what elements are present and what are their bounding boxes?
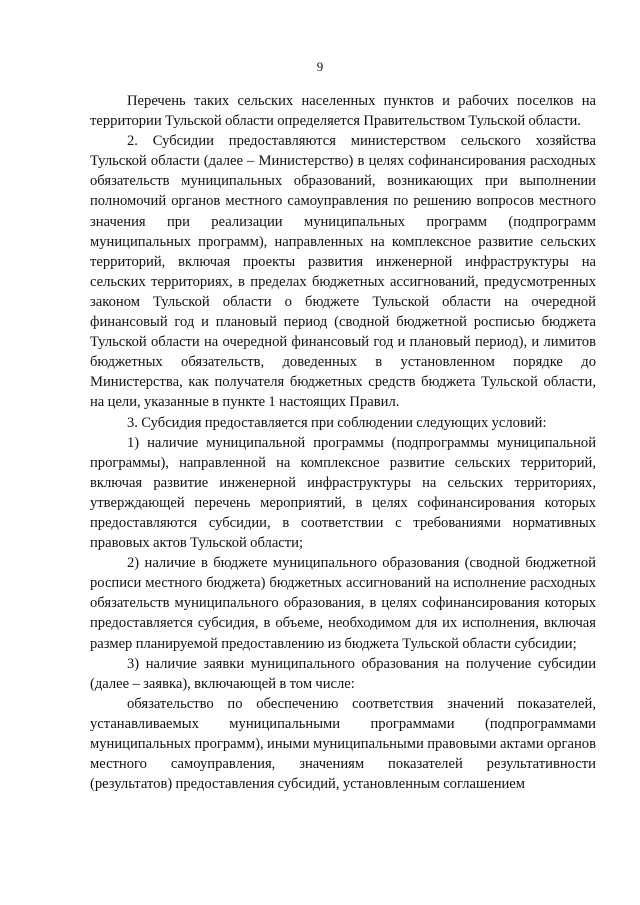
paragraph-obligation: обязательство по обеспечению соответствия значений показателей, устанавливаемых муниципальными программами (подпрограммами муниципальных программ), иными муниципальными правовыми актами органов местного самоуправления, значениям показателей результативности (результатов) предоставления субсидий, установленным соглашением: [90, 695, 596, 793]
paragraph-clause-3: 3. Субсидия предоставляется при соблюдении следующих условий:: [127, 414, 547, 431]
paragraph-clause-2: 2. Субсидии предоставляются министерством сельского хозяйства Тульской области (далее – Министерство) в целях софинансирования расходных обязательств муниципальных образований, возникающих при выполнении полномочий органов местного самоуправления по решению вопросов местного значения при реализации муниципальных программ (подпрограмм муниципальных программ), направленных на комплексное развитие сельских территорий, включая проекты развития инженерной инфраструктуры на сельских территориях, в пределах бюджетных ассигнований, предусмотренных законом Тульской области о бюджете Тульской области на очередной финансовый год и плановый период (сводной бюджетной росписью бюджета Тульской области на очередной финансовый год и плановый период), и лимитов бюджетных обязательств, доведенных в установленном порядке до Министерства, как получателя бюджетных средств бюджета Тульской области, на цели, указанные в пункте 1 настоящих Правил.: [90, 133, 596, 411]
page-number: 9: [316, 59, 324, 74]
document-body: [90, 91, 596, 794]
paragraph-settlements-list: Перечень таких сельских населенных пунктов и рабочих поселков на территории Тульской области определяется Правительством Тульской области.: [90, 93, 596, 130]
paragraph-condition-2: 2) наличие в бюджете муниципального образования (сводной бюджетной росписи местного бюджета) бюджетных ассигнований на исполнение расходных обязательств муниципального образования, в целях софинансирования которых предоставляется субсидия, в объеме, необходимом для их исполнения, включая размер планируемой предоставлению из бюджета Тульской области субсидии;: [90, 555, 596, 652]
paragraph-condition-3: 3) наличие заявки муниципального образования на получение субсидии (далее – заявка), включающей в том числе:: [90, 655, 596, 692]
paragraph-condition-1: 1) наличие муниципальной программы (подпрограммы муниципальной программы), направленной на комплексное развитие сельских территорий, включая развитие инженерной инфраструктуры на сельских территориях, утверждающей перечень мероприятий, в целях софинансирования которых предоставляются субсидии, в соответствии с требованиями нормативных правовых актов Тульской области;: [90, 434, 596, 552]
